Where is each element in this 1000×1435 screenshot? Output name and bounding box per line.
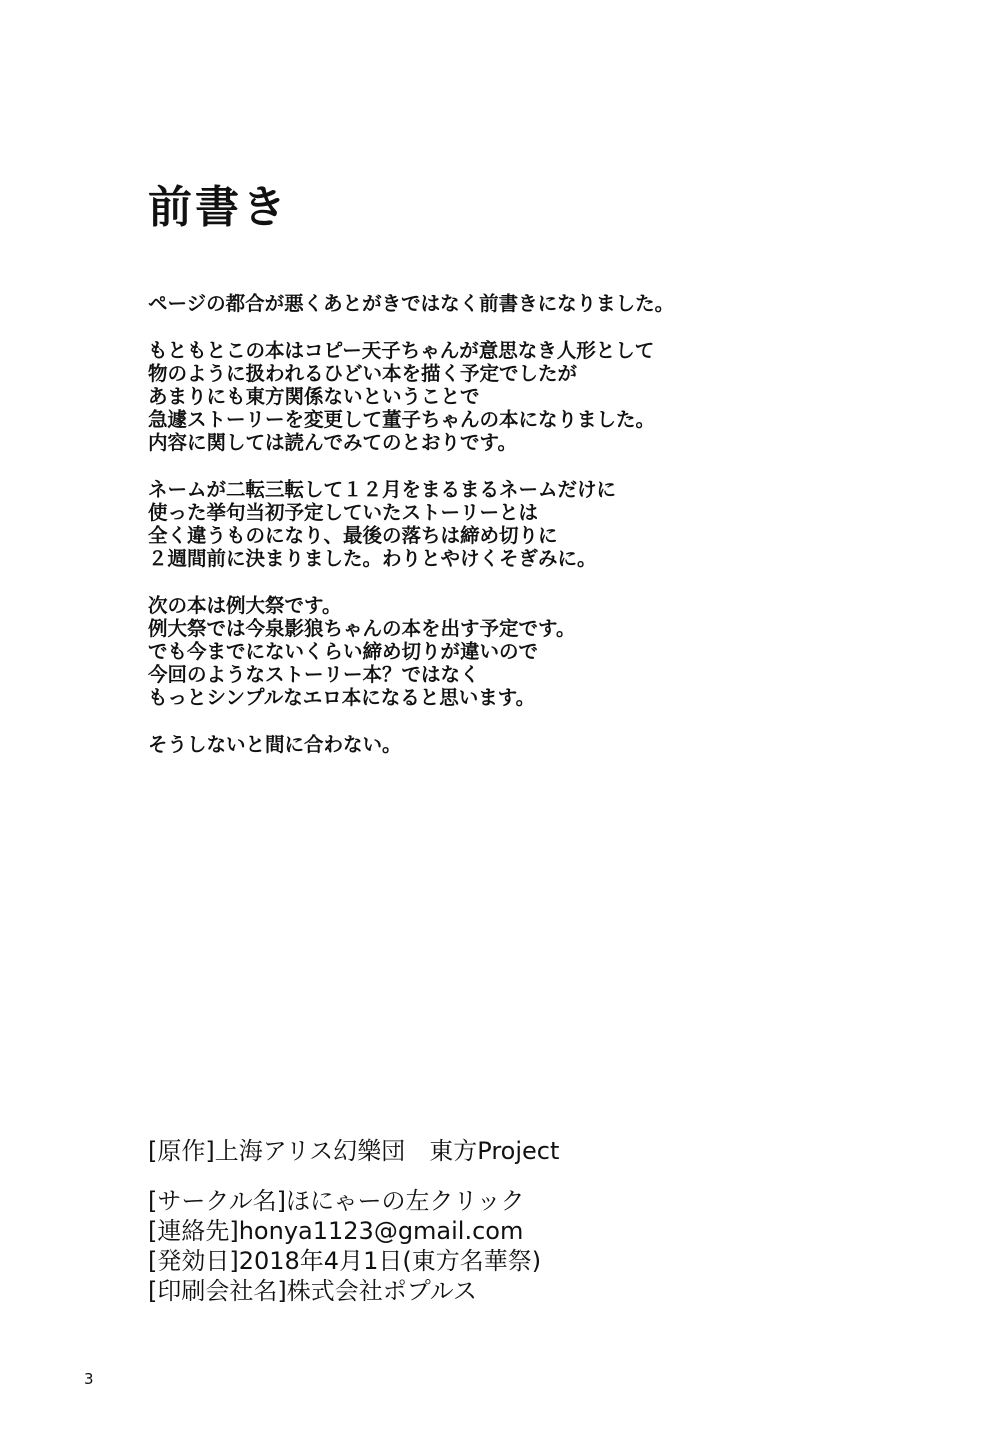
colophon-issue-date: [発効日]2018年4月1日(東方名華祭)	[148, 1247, 542, 1275]
text-line: もっとシンプルなエロ本になると思います。	[148, 686, 536, 709]
paragraph	[148, 733, 868, 756]
text-line: ネームが二転三転して１２月をまるまるネームだけに	[148, 478, 617, 501]
text-line: 使った挙句当初予定していたストーリーとは	[148, 501, 539, 524]
paragraph	[148, 292, 868, 315]
text-line: そうしないと間に合わない。	[148, 733, 402, 756]
text-line: 内容に関しては読んでみてのとおりです。	[148, 431, 517, 454]
paragraph	[148, 478, 868, 570]
paragraph	[148, 594, 868, 709]
text-line: ２週間前に決まりました。わりとやけくそぎみに。	[148, 547, 597, 570]
colophon	[148, 1136, 868, 1306]
paragraph	[148, 339, 868, 454]
page-number: 3	[84, 1370, 94, 1388]
colophon-printer: [印刷会社名]株式会社ポプルス	[148, 1277, 478, 1305]
text-line: 急遽ストーリーを変更して董子ちゃんの本になりました。	[148, 408, 656, 431]
text-line: ページの都合が悪くあとがきではなく前書きになりました。	[148, 292, 675, 315]
text-line: でも今までにないくらい締め切りが違いので	[148, 640, 539, 663]
page-heading: 前書き	[148, 182, 289, 233]
text-line: 次の本は例大祭です。	[148, 594, 342, 617]
text-line: 例大祭では今泉影狼ちゃんの本を出す予定です。	[148, 617, 576, 640]
text-line: 物のように扱われるひどい本を描く予定でしたが	[148, 362, 578, 385]
colophon-original-work: [原作]上海アリス幻樂団 東方Project	[148, 1137, 560, 1165]
text-line: もともとこの本はコピー天子ちゃんが意思なき人形として	[148, 339, 655, 362]
colophon-circle-name: [サークル名]ほにゃーの左クリック	[148, 1187, 525, 1215]
text-line: 全く違うものになり、最後の落ちは締め切りに	[148, 524, 558, 547]
text-line: あまりにも東方関係ないということで	[148, 385, 480, 408]
foreword-body	[148, 292, 868, 780]
colophon-contact: [連絡先]honya1123@gmail.com	[148, 1217, 524, 1245]
text-line: 今回のようなストーリー本？ではなく	[148, 663, 480, 686]
